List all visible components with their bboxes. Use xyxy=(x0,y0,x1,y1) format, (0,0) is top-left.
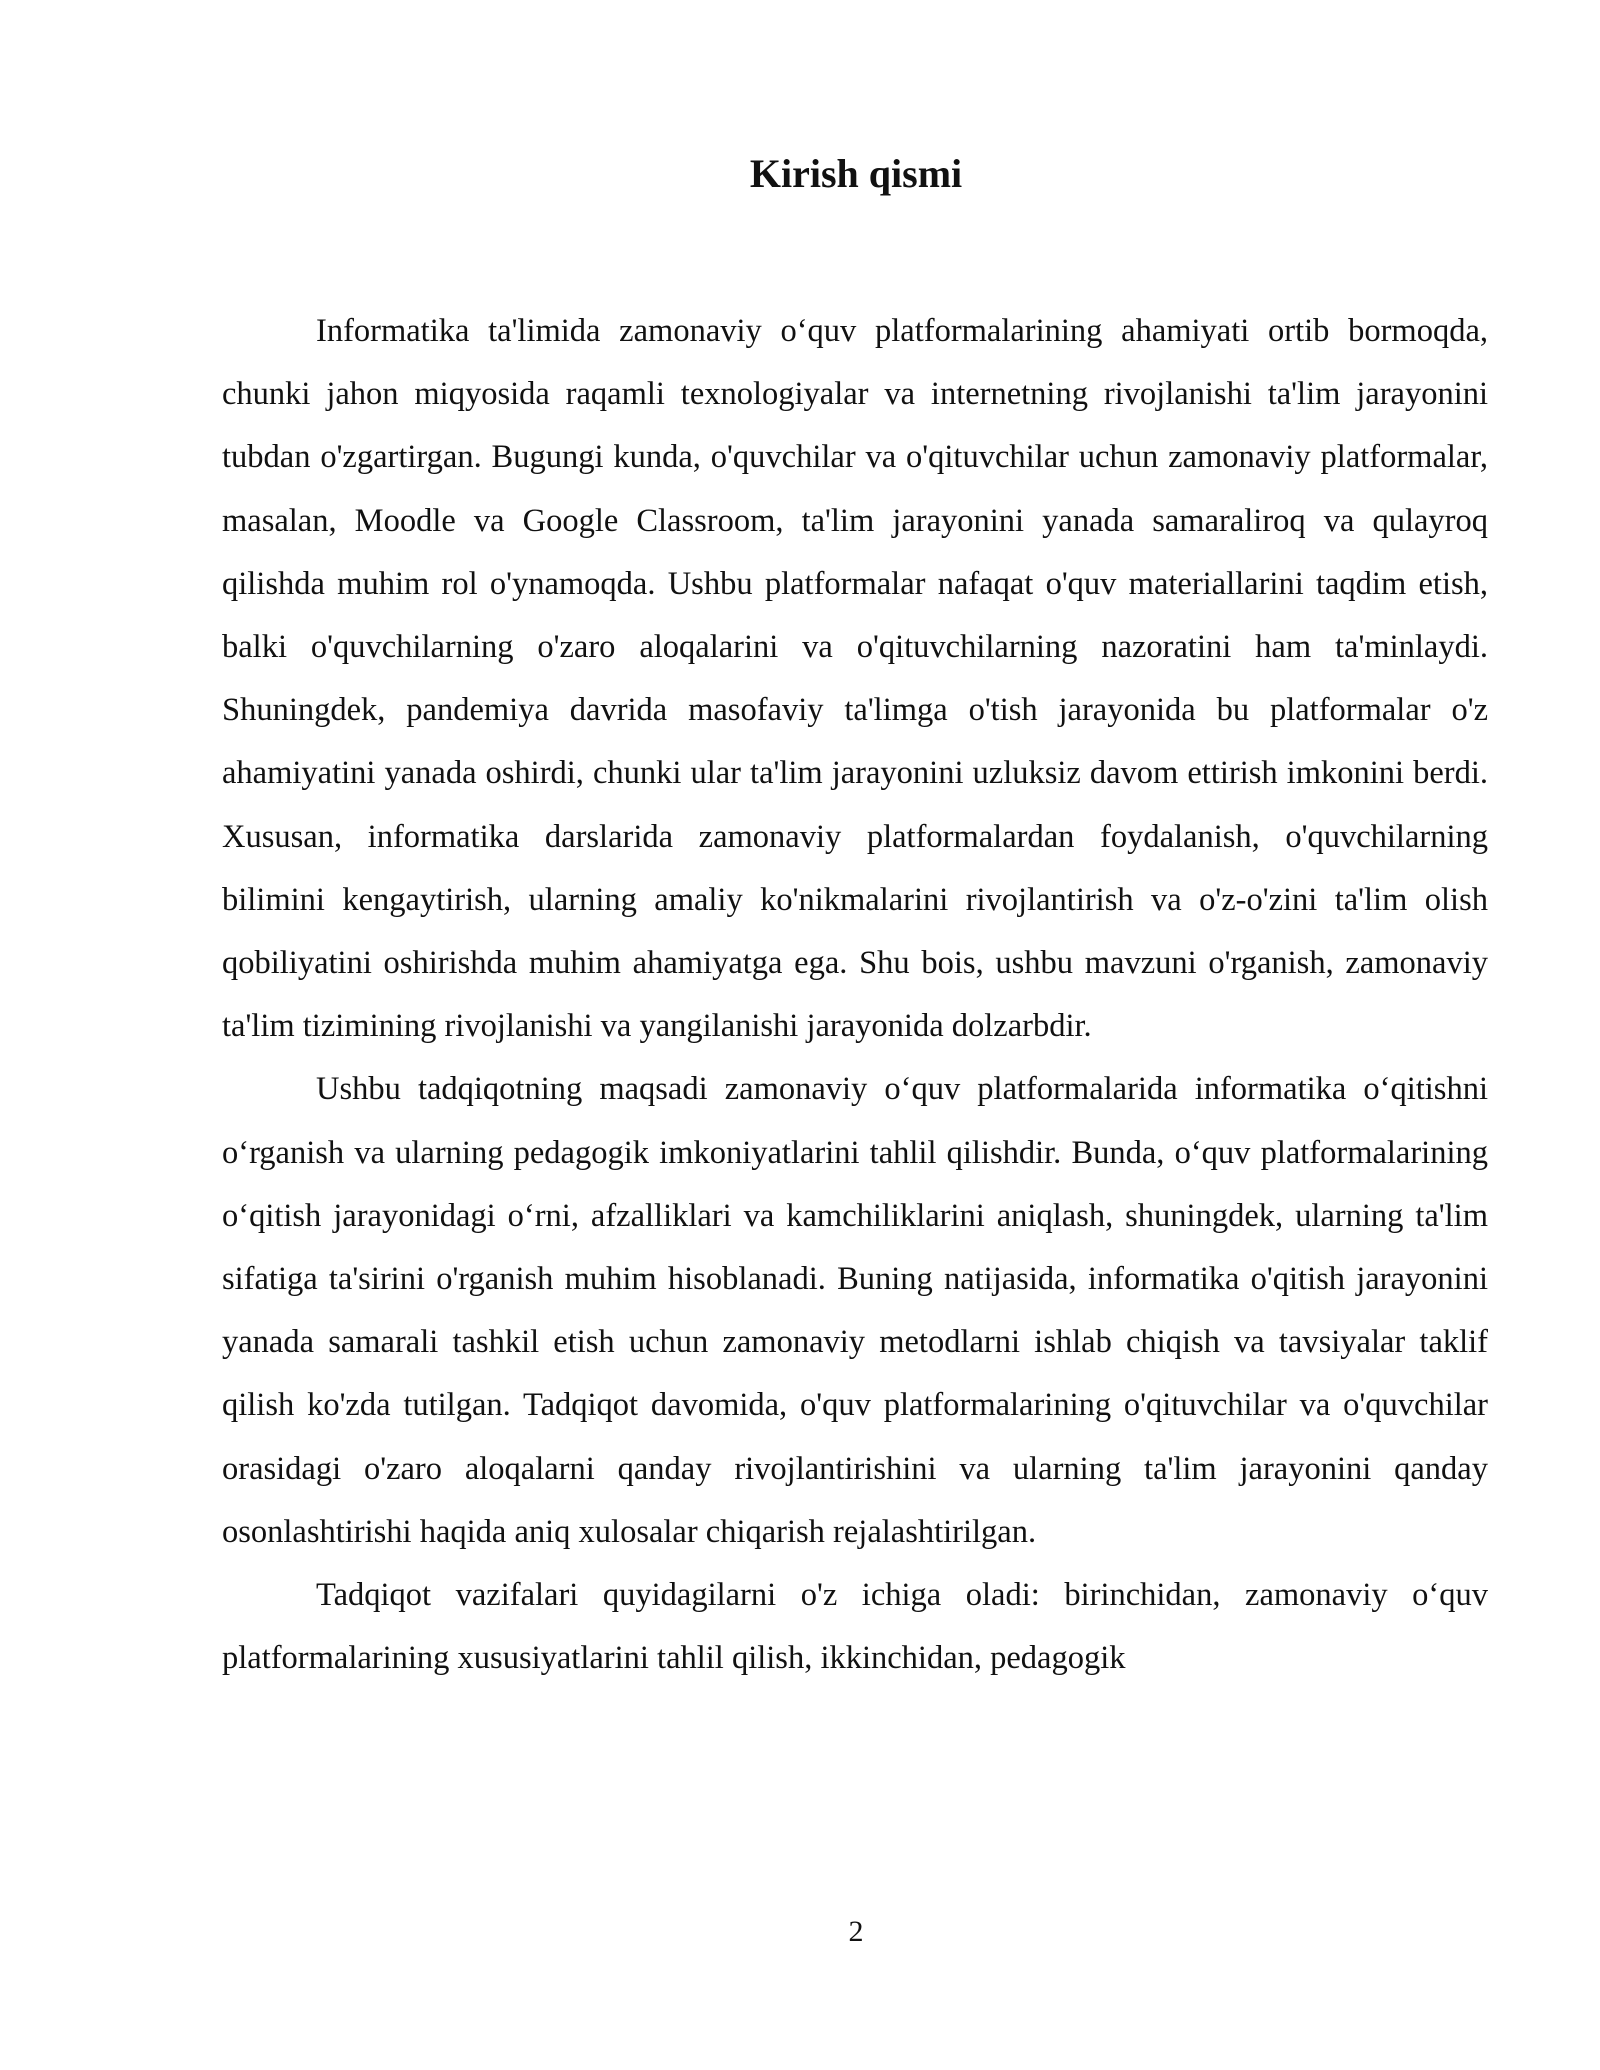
body-text xyxy=(222,300,1488,1690)
paragraph-research-goal: Ushbu tadqiqotning maqsadi zamonaviy o‘quv platformalarida informatika o‘qitishni o‘rganish va ularning pedagogik imkoniyatlarini tahlil qilishdir. Bunda, o‘quv platformalarining o‘qitish jarayonidagi o‘rni, afzalliklari va kamchiliklarini aniqlash, shuningdek, ularning ta'lim sifatiga ta'sirini o'rganish muhim hisoblanadi. Buning natijasida, informatika o'qitish jarayonini yanada samarali tashkil etish uchun zamonaviy metodlarni ishlab chiqish va tavsiyalar taklif qilish ko'zda tutilgan. Tadqiqot davomida, o'quv platformalarining o'qituvchilar va o'quvchilar orasidagi o'zaro aloqalarni qanday rivojlantirishini va ularning ta'lim jarayonini qanday osonlashtirishi haqida aniq xulosalar chiqarish rejalashtirilgan. xyxy=(222,1071,1488,1550)
paragraph-intro-relevance: Informatika ta'limida zamonaviy o‘quv platformalarining ahamiyati ortib bormoqda, chunki jahon miqyosida raqamli texnologiyalar va internetning rivojlanishi ta'lim jarayonini tubdan o'zgartirgan. Bugungi kunda, o'quvchilar va o'qituvchilar uchun zamonaviy platformalar, masalan, Moodle va Google Classroom, ta'lim jarayonini yanada samaraliroq va qulayroq qilishda muhim rol o'ynamoqda. Ushbu platformalar nafaqat o'quv materiallarini taqdim etish, balki o'quvchilarning o'zaro aloqalarini va o'qituvchilarning nazoratini ham ta'minlaydi. Shuningdek, pandemiya davrida masofaviy ta'limga o'tish jarayonida bu platformalar o'z ahamiyatini yanada oshirdi, chunki ular ta'lim jarayonini uzluksiz davom ettirish imkonini berdi. Xususan, informatika darslarida zamonaviy platformalardan foydalanish, o'quvchilarning bilimini kengaytirish, ularning amaliy ko'nikmalarini rivojlantirish va o'z-o'zini ta'lim olish qobiliyatini oshirishda muhim ahamiyatga ega. Shu bois, ushbu mavzuni o'rganish, zamonaviy ta'lim tizimining rivojlanishi va yangilanishi jarayonida dolzarbdir. xyxy=(222,313,1488,1045)
paragraph-research-tasks: Tadqiqot vazifalari quyidagilarni o'z ichiga oladi: birinchidan, zamonaviy o‘quv platformalarining xususiyatlarini tahlil qilish, ikkinchidan, pedagogik xyxy=(222,1577,1488,1677)
page-title: Kirish qismi xyxy=(749,151,963,196)
page-number: 2 xyxy=(848,1915,864,1948)
